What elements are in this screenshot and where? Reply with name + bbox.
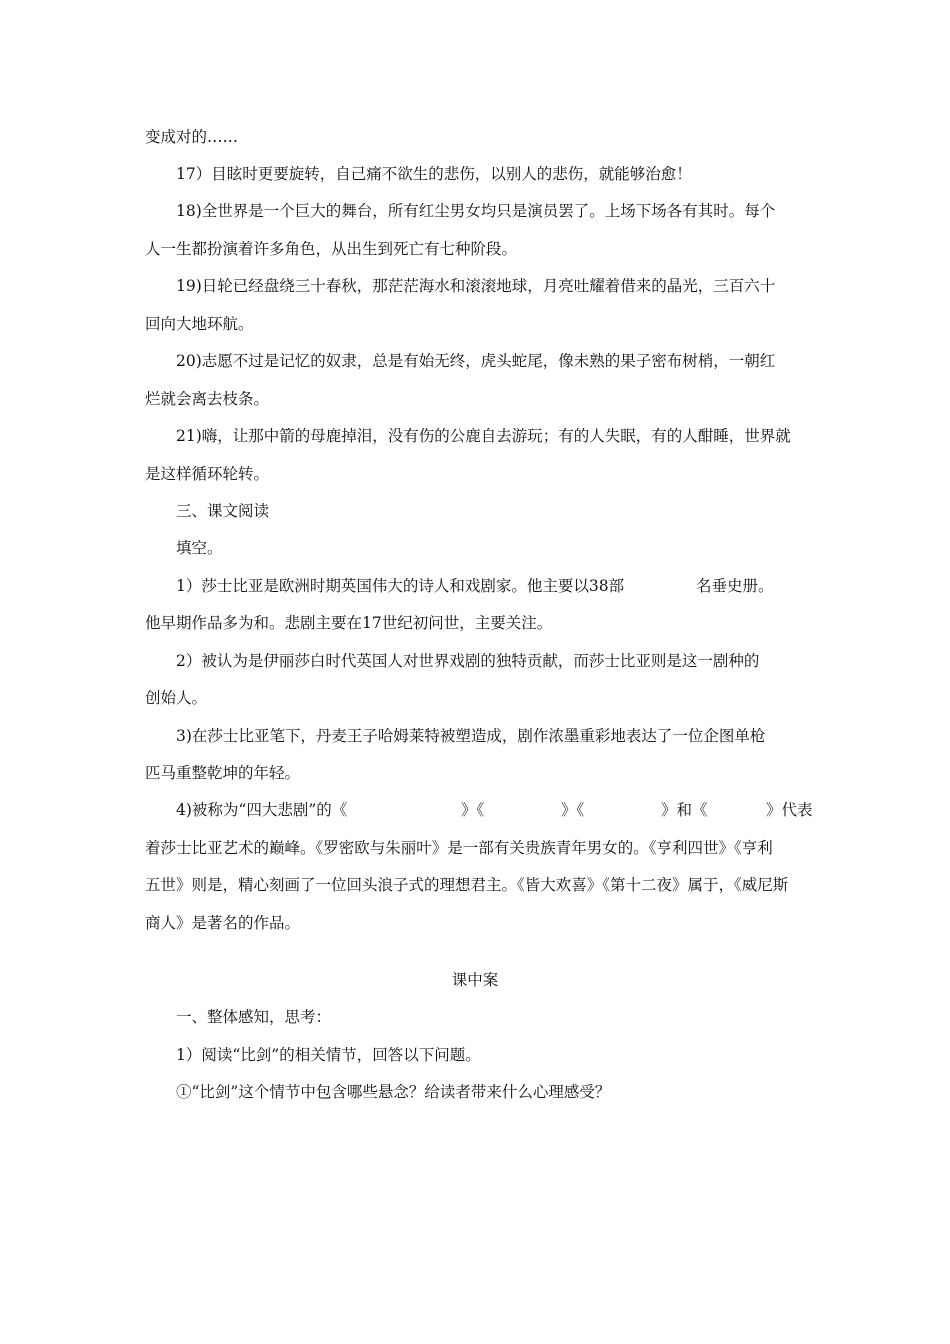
text-line: 变成对的…… — [145, 128, 239, 146]
text-line: 创始人。 — [145, 689, 208, 707]
text-line: 五世》则是，精心刻画了一位回头浪子式的理想君主。《皆大欢喜》《第十二夜》属于，《威尼斯 — [145, 876, 789, 894]
text-line: 着莎士比亚艺术的巅峰。《罗密欧与朱丽叶》是一部有关贵族青年男女的。《亨利四世》《亨利 — [145, 839, 773, 857]
fill-blank-question-1 — [176, 576, 816, 596]
question-text: 》和《 — [661, 801, 708, 819]
text-line: 17）目眩时更要旋转，自己痛不欲生的悲伤，以别人的悲伤，就能够治愈！ — [176, 165, 692, 183]
text-line: 填空。 — [176, 539, 223, 557]
text-line: 是这样循环轮转。 — [145, 465, 270, 483]
text-line: 3)在莎士比亚笔下，丹麦王子哈姆莱特被塑造成，剧作浓墨重彩地表达了一位企图单枪 — [176, 727, 766, 745]
text-line: 回向大地环航。 — [145, 315, 254, 333]
question-text: 》代表 — [766, 801, 813, 819]
text-line: 21)嗨，让那中箭的母鹿掉泪，没有伤的公鹿自去游玩；有的人失眠，有的人酣睡，世界就 — [176, 427, 791, 445]
question-text: 名垂史册。 — [696, 577, 774, 595]
question-text: 4)被称为“四大悲剧”的《 — [176, 801, 348, 819]
text-line: 他早期作品多为和。悲剧主要在17世纪初问世，主要关注。 — [145, 614, 553, 632]
text-line: ①“比剑”这个情节中包含哪些悬念？给读者带来什么心理感受？ — [176, 1083, 611, 1101]
text-line: 20)志愿不过是记忆的奴隶，总是有始无终，虎头蛇尾，像未熟的果子密布树梢，一朝红 — [176, 352, 776, 370]
text-line: 商人》是著名的作品。 — [145, 914, 301, 932]
section-heading: 一、整体感知，思考： — [176, 1008, 332, 1026]
section-title: 课中案 — [451, 971, 499, 989]
text-line: 2）被认为是伊丽莎白时代英国人对世界戏剧的独特贡献，而莎士比亚则是这一剧种的 — [176, 652, 760, 670]
question-text: 》《 — [561, 801, 585, 819]
question-text: 》《 — [461, 801, 485, 819]
text-line: 19)日轮已经盘绕三十春秋，那茫茫海水和滚滚地球，月亮吐耀着借来的晶光，三百六十 — [176, 277, 776, 295]
question-text: 1）莎士比亚是欧洲时期英国伟大的诗人和戏剧家。他主要以38部 — [176, 577, 625, 595]
text-line: 匹马重整乾坤的年轻。 — [145, 764, 301, 782]
text-line: 1）阅读“比剑”的相关情节，回答以下问题。 — [176, 1046, 481, 1064]
text-line: 人一生都扮演着许多角色，从出生到死亡有七种阶段。 — [145, 240, 518, 258]
section-heading: 三、课文阅读 — [176, 502, 270, 520]
text-line: 烂就会离去枝条。 — [145, 390, 270, 408]
text-line: 18)全世界是一个巨大的舞台，所有红尘男女均只是演员罢了。上场下场各有其时。每个 — [176, 202, 776, 220]
